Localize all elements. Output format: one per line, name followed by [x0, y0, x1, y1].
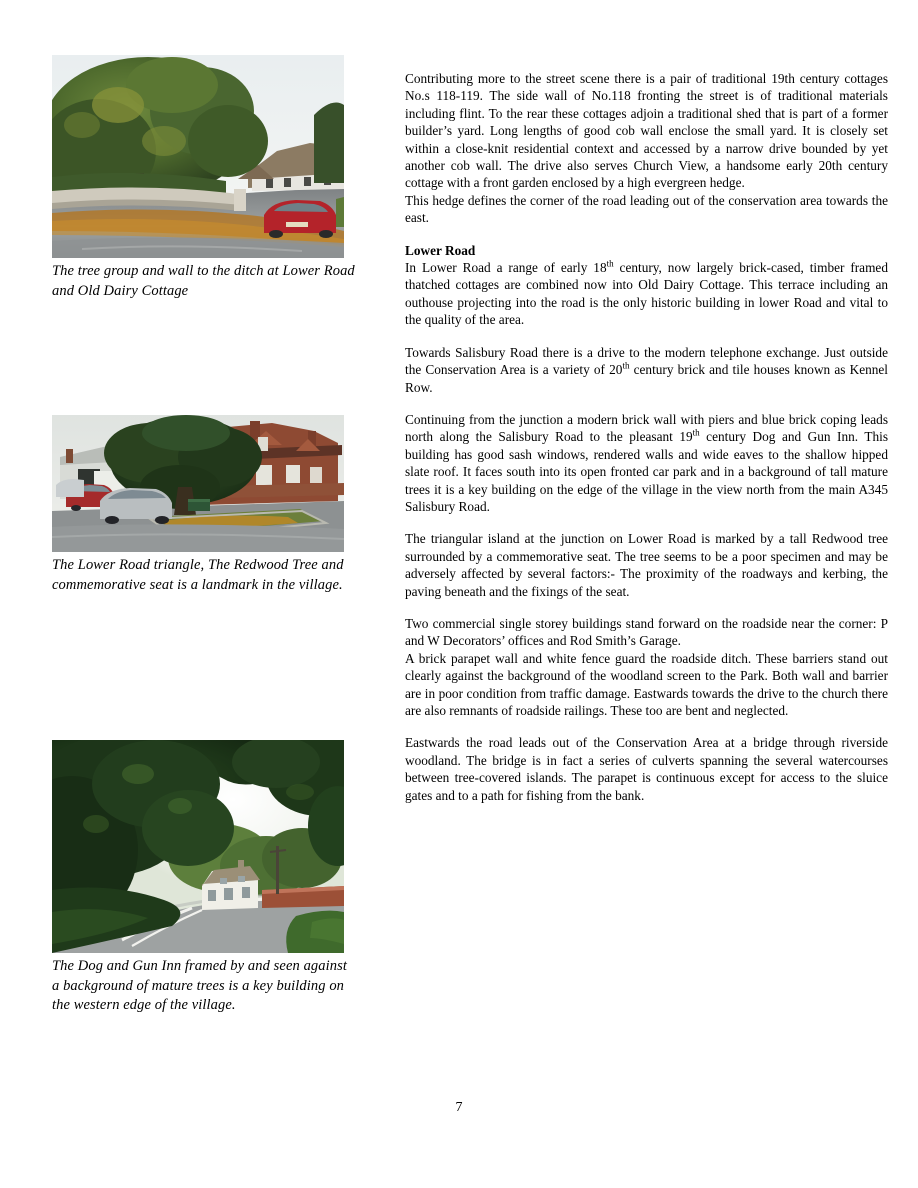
- figure-3-caption: The Dog and Gun Inn framed by and seen against a background of mature trees is a key building on the western edge of the village.: [52, 958, 347, 1014]
- paragraph-salisbury-road: [405, 344, 888, 396]
- paragraph-parapet-wall: A brick parapet wall and white fence guard the roadside ditch. These barriers stand out clearly against the background of the woodland screen to the Park. Both wall and barrier are in poor condition from traffic damage. Eastwards towards the drive to the church there are also remnants of roadside railings. These too are bent and neglected.: [405, 650, 888, 718]
- photo-village-street-with-tree-and-cob-wall: [52, 55, 344, 258]
- paragraph-salisbury-road-after: century brick and tile houses known as Kennel Row.: [405, 362, 888, 395]
- ordinal-suffix-20th: th: [622, 360, 630, 371]
- paragraph-cottages-118-119: Contributing more to the street scene there is a pair of traditional 19th century cottages No.s 118-119. The side wall of No.118 fronting the street is of traditional materials including flint. To the rear these cottages adjoin a traditional shed that is part of a former builder’s yard. Long lengths of good cob wall enclose the small yard. It is closely set within a close-knit residential context and accessed by a narrow drive bounded by yet another cob wall. The drive also serves Church View, a handsome early 20th century cottage with a front garden enclosed by a high evergreen hedge.: [405, 71, 888, 191]
- paragraph-lower-road: [405, 259, 888, 329]
- ordinal-suffix-19th: th: [692, 427, 700, 438]
- paragraph-lower-road-after: century, now largely brick-cased, timber framed thatched cottages are combined now into Old Dairy Cottage. This terrace including an outhouse projecting into the road is the only historic building in lower Road and vital to the quality of the area.: [405, 260, 888, 328]
- photo-lower-road-triangle-with-redwood-tree: [52, 415, 344, 552]
- paragraph-commercial-buildings: Two commercial single storey buildings stand forward on the roadside near the corner: P and W Decorators’ offices and Rod Smith’s Garage.: [405, 615, 888, 649]
- paragraph-salisbury-road-before: Towards Salisbury Road there is a drive to the modern telephone exchange. Just outside the Conservation Area is a variety of 20: [405, 344, 888, 378]
- ordinal-suffix-18th: th: [606, 258, 614, 269]
- body-text-column: [405, 70, 888, 804]
- paragraph-triangular-island: The triangular island at the junction on Lower Road is marked by a tall Redwood tree surrounded by a commemorative seat. The tree seems to be a poor specimen and may be adversely affected by several factors:- The proximity of the roadways and kerbing, the paving beneath and the fixings of the seat.: [405, 531, 888, 599]
- paragraph-dog-and-gun-before: Continuing from the junction a modern brick wall with piers and blue brick coping leads north along the Salisbury Road to the pleasant 19: [405, 411, 888, 445]
- page-number: 7: [455, 1100, 463, 1115]
- paragraph-dog-and-gun-after: century Dog and Gun Inn. This building has good sash windows, rendered walls and wide eaves to the shallow hipped slate roof. It faces south into its open fronted car park and in a background of tall mature trees it is a key building on the edge of the village in the view north from the main A345 Salisbury Road.: [405, 429, 889, 514]
- figure-2-caption: The Lower Road triangle, The Redwood Tree and commemorative seat is a landmark in the village.: [52, 557, 344, 593]
- photo-3-artwork: [52, 740, 344, 953]
- heading-lower-road: Lower Road: [405, 242, 476, 258]
- figure-1-caption: The tree group and wall to the ditch at Lower Road and Old Dairy Cottage: [52, 263, 355, 299]
- figure-tree-group-wall: [52, 55, 357, 301]
- paragraph-hedge-corner: This hedge defines the corner of the road leading out of the conservation area towards the east.: [405, 192, 888, 226]
- figure-dog-and-gun-inn: [52, 740, 357, 1016]
- photo-1-artwork: [52, 55, 344, 258]
- paragraph-lower-road-before: In Lower Road a range of early 18: [405, 260, 607, 276]
- photo-2-artwork: [52, 415, 344, 552]
- paragraph-bridge: Eastwards the road leads out of the Conservation Area at a bridge through riverside woodland. The bridge is in fact a series of culverts spanning the several watercourses between tree-covered islands. The parapet is continuous except for access to the sluice gates and to a path for fishing from the bank.: [405, 735, 888, 803]
- photo-road-through-woodland-to-white-cottage: [52, 740, 344, 953]
- figure-lower-road-triangle: [52, 415, 357, 595]
- paragraph-dog-and-gun-inn: [405, 411, 888, 515]
